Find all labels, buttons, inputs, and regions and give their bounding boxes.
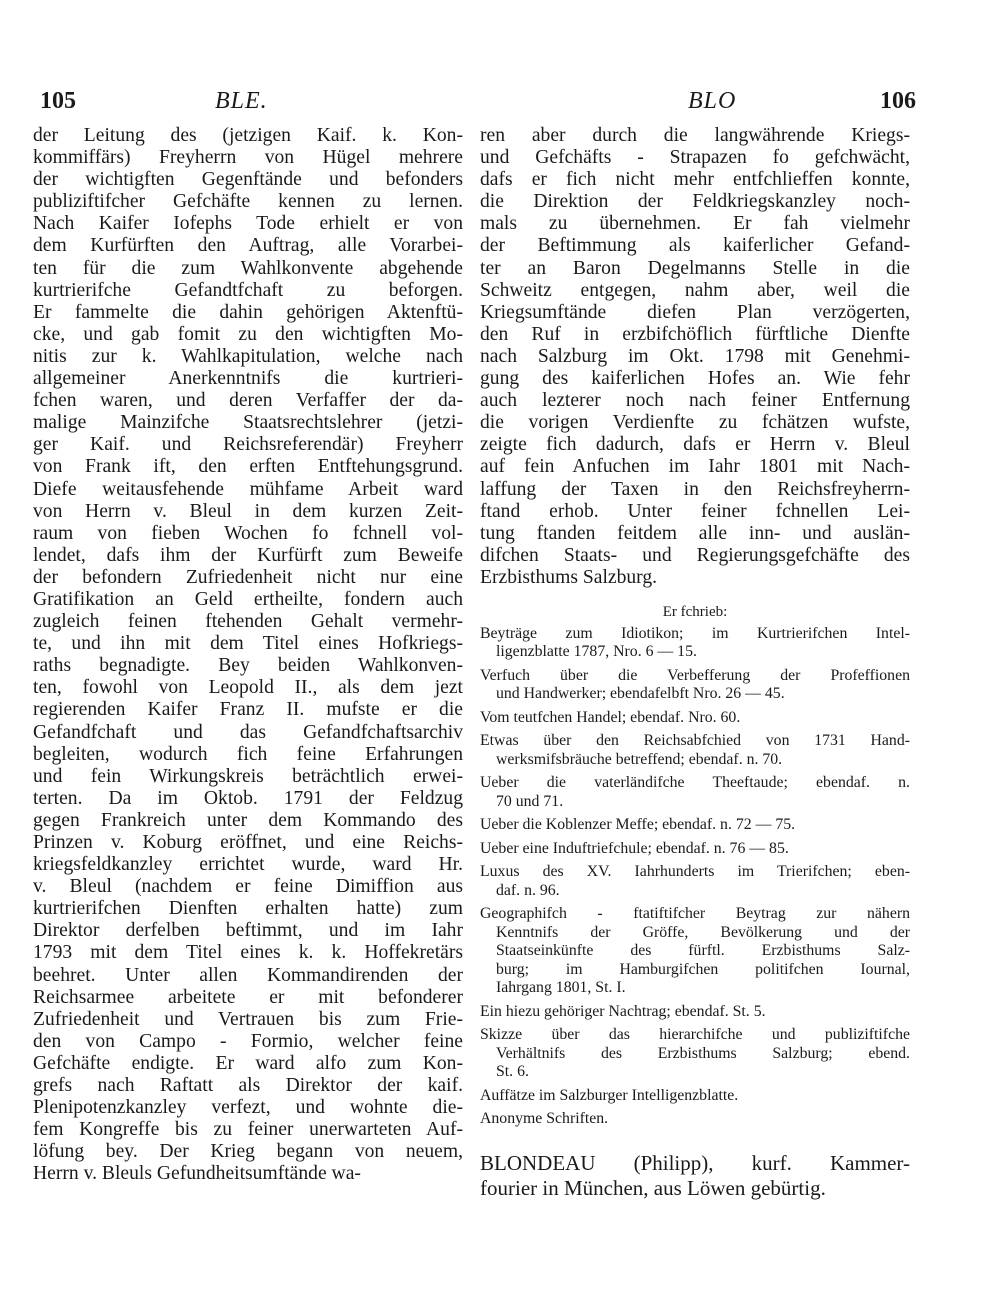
blondeau-entry — [480, 1151, 910, 1201]
text-line: nach Salzburg im Okt. 1798 mit Genehmi- — [480, 345, 910, 367]
text-line: der Leitung des (jetzigen Kaif. k. Kon- — [33, 125, 463, 146]
text-line: Erzbisthums Salzburg. — [480, 566, 658, 588]
text-line: auf fein Anfuchen im Iahr 1801 mit Nach- — [480, 456, 910, 478]
bibliography-line: Ueber die vaterländifche Theeftaude; ebendaf. n. — [480, 774, 910, 792]
entry-heading-line: BLONDEAU (Philipp), kurf. Kammer- — [480, 1150, 910, 1175]
text-line: te, und ihn mit dem Titel eines Hofkriegs- — [33, 633, 463, 655]
right-running-head: BLO — [688, 88, 737, 114]
works-heading: Er fchrieb: — [662, 603, 728, 620]
bibliography-line: 70 und 71. — [496, 792, 564, 810]
text-line: Gratifikation an Geld ertheilte, fondern auch — [33, 588, 463, 610]
text-line: Zufriedenheit und Vertrauen bis zum Frie- — [33, 1008, 463, 1030]
text-line: beehret. Unter allen Kommandirenden der — [33, 964, 463, 986]
text-line: dem Kurfürften den Auftrag, alle Vorarbei- — [33, 235, 463, 257]
bibliography-line: Skizze über das hierarchifche und publiziftifche — [480, 1026, 910, 1044]
bibliography-line: Iahrgang 1801, St. I. — [496, 979, 626, 997]
text-line: begleiten, wodurch fich feine Erfahrungen — [33, 743, 463, 765]
text-line: ftand erhob. Unter feiner fchnellen Lei- — [480, 500, 910, 522]
text-line: und fein Wirkungskreis beträchtlich erwei- — [33, 765, 463, 787]
left-column — [33, 125, 463, 1186]
text-line: ter an Baron Degelmanns Stelle in die — [480, 257, 910, 279]
text-line: laffung der Taxen in den Reichsfreyherrn- — [480, 478, 910, 500]
text-line: von Frank ift, den erften Entftehungsgrund. — [33, 456, 463, 478]
text-line: Reichsarmee arbeitete er mit befonderer — [33, 986, 463, 1008]
bibliography-entry — [480, 840, 910, 859]
text-line: dafs er fich nicht mehr entfchlieffen konnte, — [480, 169, 910, 191]
text-line: fchen waren, und deren Verfaffer der da- — [33, 390, 463, 412]
text-line: publiziftifcher Gefchäfte kennen zu lernen. — [33, 191, 463, 213]
bibliography-entry — [480, 774, 910, 811]
bibliography-entry — [480, 1110, 910, 1129]
text-line: Diefe weitausfehende mühfame Arbeit ward — [33, 478, 463, 500]
left-page-number: 105 — [40, 88, 76, 114]
bibliography-line: burg; im Hamburgifchen politifchen Iournal, — [496, 960, 910, 978]
bibliography-line: Verhältnifs des Erzbisthums Salzburg; ebend. — [496, 1044, 910, 1062]
bibliography-line: Etwas über den Reichsabfchied von 1731 Hand- — [480, 732, 910, 750]
text-line: den von Campo - Formio, welcher feine — [33, 1030, 463, 1052]
text-line: malige Mainzifche Staatsrechtslehrer (jetzi- — [33, 412, 463, 434]
text-line: der befondern Zufriedenheit nicht nur eine — [33, 566, 463, 588]
text-line: kurtrierifche Gefandtfchaft zu beforgen. — [33, 279, 463, 301]
left-running-head: BLE. — [215, 88, 268, 114]
text-line: der wichtigften Gegenftände und befonders — [33, 169, 463, 191]
text-line: fem Kongreffe bis zu feiner unerwarteten Auf- — [33, 1119, 463, 1141]
bibliography-line: Ueber die Koblenzer Meffe; ebendaf. n. 72 — 75. — [480, 816, 796, 834]
bibliography-entry — [480, 1003, 910, 1022]
text-line: allgemeiner Anerkenntnifs die kurtrieri- — [33, 368, 463, 390]
text-line: ten für die zum Wahlkonvente abgehende — [33, 257, 463, 279]
text-line: Prinzen v. Koburg eröffnet, und eine Reichs- — [33, 832, 463, 853]
bibliography-line: ligenzblatte 1787, Nro. 6 — 15. — [496, 643, 697, 661]
right-page-number: 106 — [880, 88, 916, 114]
bibliography-line: Ueber eine Induftriefchule; ebendaf. n. 76 — 85. — [480, 839, 789, 857]
text-line: mals zu übernehmen. Er fah vielmehr — [480, 213, 910, 235]
text-line: kriegsfeldkanzley errichtet wurde, ward Hr. — [33, 854, 463, 876]
text-line: difchen Staats- und Regierungsgefchäfte des — [480, 544, 910, 566]
text-line: den Ruf in erzbifchöflich fürftliche Dienfte — [480, 323, 910, 345]
bibliography-entry — [480, 1087, 910, 1106]
text-line: Plenipotenzkanzley verfezt, und wohnte die- — [33, 1097, 463, 1119]
text-line: Gefandfchaft und das Gefandfchaftsarchiv — [33, 721, 463, 743]
bibliography-line: Vom teutfchen Handel; ebendaf. Nro. 60. — [480, 708, 741, 726]
text-line: raths begnadigte. Bey beiden Wahlkonven- — [33, 655, 463, 677]
bibliography-line: Auffätze im Salzburger Intelligenzblatte. — [480, 1086, 739, 1104]
bibliography-line: Kenntnifs der Gröffe, Bevölkerung und der — [496, 923, 910, 941]
text-line: die Direktion der Feldkriegskanzley noch- — [480, 191, 910, 213]
text-line: ger Kaif. und Reichsreferendär) Freyherr — [33, 434, 463, 456]
text-line: Schweitz entgegen, nahm aber, weil die — [480, 279, 910, 301]
bibliography-line: Staatseinkünfte des fürftl. Erzbisthums Salz- — [496, 942, 910, 960]
bibliography-line: Verfuch über die Verbefferung der Profeffionen — [480, 666, 910, 684]
bibliography-entry — [480, 667, 910, 704]
text-line: Gefchäfte endigte. Er ward alfo zum Kon- — [33, 1052, 463, 1074]
bibliography-line: Geographifch - ftatiftifcher Beytrag zur nähern — [480, 905, 910, 923]
bibliography-line: daf. n. 96. — [496, 881, 560, 899]
text-line: die vorigen Verdienfte zu fchätzen wufste, — [480, 412, 910, 434]
text-line: 1793 mit dem Titel eines k. k. Hoffekretärs — [33, 942, 463, 964]
text-line: zeigte fich dadurch, dafs er Herrn v. Bleul — [480, 434, 910, 456]
text-line: gegen Frankreich unter dem Kommando des — [33, 809, 463, 831]
bibliography-entry — [480, 625, 910, 662]
bibliography-line: Beyträge zum Idiotikon; im Kurtrierifchen Intel- — [480, 624, 910, 642]
bibliography-entry — [480, 732, 910, 769]
bibliography-entry — [480, 1026, 910, 1082]
works-list — [480, 625, 910, 1129]
bibliography-line: und Handwerker; ebendafelbft Nro. 26 — 45. — [496, 685, 785, 703]
text-line: löfung bey. Der Krieg begann von neuem, — [33, 1141, 463, 1163]
text-line: von Herrn v. Bleul in dem kurzen Zeit- — [33, 500, 463, 522]
text-line: Er fammelte die dahin gehörigen Aktenftü- — [33, 301, 463, 323]
entry-heading-line: fourier in München, aus Löwen gebürtig. — [480, 1175, 826, 1200]
text-line: und Gefchäfts - Strapazen fo gefchwächt, — [480, 147, 910, 169]
bibliography-line: Ein hiezu gehöriger Nachtrag; ebendaf. St. 5. — [480, 1002, 766, 1020]
text-line: gung des kaiferlichen Hofes an. Wie fehr — [480, 368, 910, 390]
text-line: raum von fieben Wochen fo fchnell vol- — [33, 522, 463, 544]
text-line: tung ftanden feitdem alle inn- und auslän- — [480, 522, 910, 544]
text-line: der Beftimmung als kaiferlicher Gefand- — [480, 235, 910, 257]
bibliography-entry — [480, 863, 910, 900]
text-line: Direktor derfelben beftimmt, und im Iahr — [33, 920, 463, 942]
text-line: v. Bleul (nachdem er feine Dimiffion aus — [33, 876, 463, 898]
text-line: lendet, dafs ihm der Kurfürft zum Beweife — [33, 544, 463, 566]
text-line: zugleich feinen ftehenden Gehalt vermehr- — [33, 611, 463, 633]
text-line: kommiffärs) Freyherrn von Hügel mehrere — [33, 147, 463, 169]
text-line: regierenden Kaifer Franz II. mufste er die — [33, 699, 463, 721]
text-line: terten. Da im Oktob. 1791 der Feldzug — [33, 787, 463, 809]
text-line: grefs nach Raftatt als Direktor der kaif. — [33, 1075, 463, 1097]
bibliography-line: werksmifsbräuche betreffend; ebendaf. n. 70. — [496, 750, 783, 768]
text-line: Herrn v. Bleuls Gefundheitsumftände wa- — [33, 1163, 361, 1185]
bibliography-entry — [480, 709, 910, 728]
page-header — [0, 88, 1000, 118]
bibliography-entry — [480, 816, 910, 835]
text-line: nitis zur k. Wahlkapitulation, welche nach — [33, 345, 463, 367]
text-line: Nach Kaifer Iofephs Tode erhielt er von — [33, 213, 463, 235]
text-line: cke, und gab fomit zu den wichtigften Mo- — [33, 323, 463, 345]
text-line: Kriegsumftände diefen Plan verzögerten, — [480, 301, 910, 323]
text-line: kurtrierifchen Dienften erhalten hatte) zum — [33, 898, 463, 920]
bibliography-line: Anonyme Schriften. — [480, 1110, 609, 1128]
bibliography-line: Luxus des XV. Iahrhunderts im Trierifchen; eben- — [480, 863, 910, 881]
bibliography-line: St. 6. — [496, 1063, 529, 1081]
right-column — [480, 125, 910, 1201]
text-line: ten, fowohl von Leopold II., als dem jezt — [33, 677, 463, 699]
bibliography-entry — [480, 905, 910, 998]
right-column-text — [480, 125, 910, 589]
text-line: auch lezterer noch nach feiner Entfernung — [480, 390, 910, 412]
text-line: ren aber durch die langwährende Kriegs- — [480, 125, 910, 146]
